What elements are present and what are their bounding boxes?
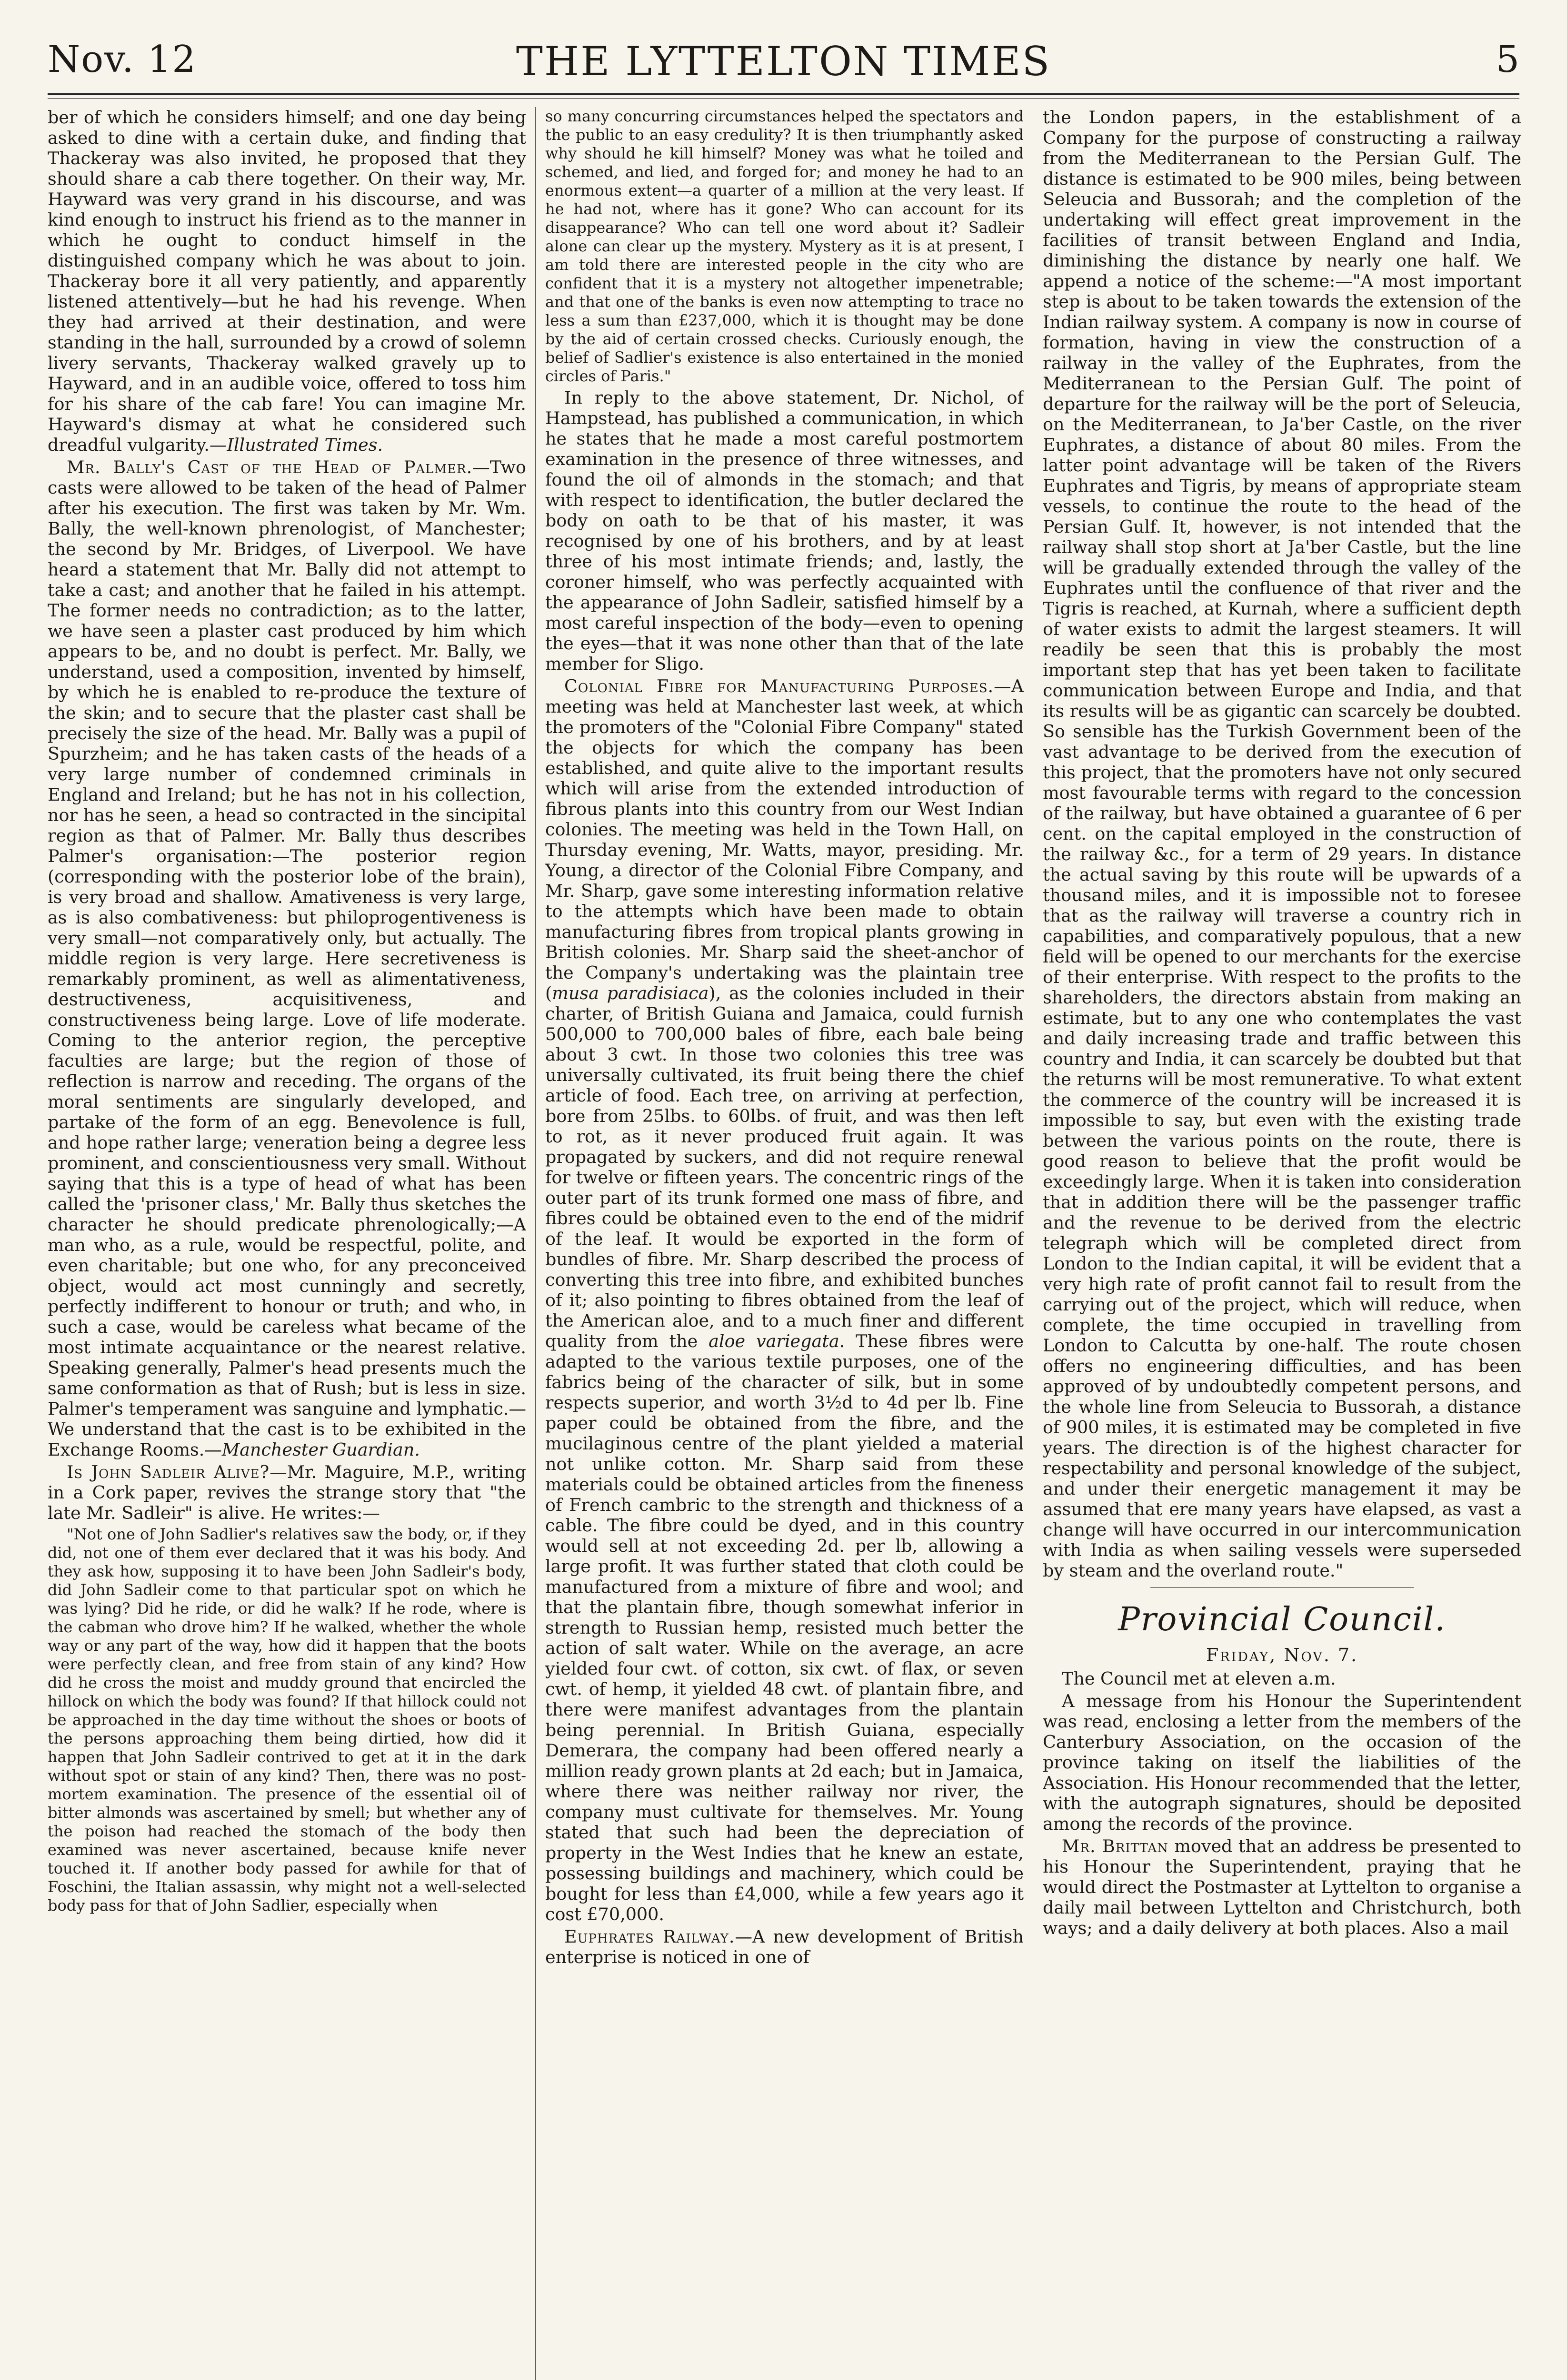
section-title: Provincial Council. (1118, 1601, 1446, 1638)
article-paragraph (545, 676, 1024, 1924)
newspaper-title: THE LYTTELTON TIMES (516, 38, 1051, 85)
quoted-paragraph: "Not one of John Sadlier's relatives saw the body, or, if they did, not one of them ever declared that it was his body. And they ask how, supposing it to have been John Sadleir's body, did John Sadleir come to that particular spot on which he was lying? Did he ride, or did he walk? If he rode, where is the cabman who drove him? If he walked, whether the whole way or any part of the way, how did it happen that the boots were perfectly clean, and free from stain of any kind? How did he cross the moist and muddy ground that encircled the hillock on which the body was found? If that hillock could not be approached in the day time without the shoes or boots of the persons approaching them being dirtied, how did it happen that John Sadleir contrived to get at it in the dark without spot or stain of any kind? Then, there was no post-mortem examination. The presence of the essential oil of bitter almonds was ascertained by smell; but whether any of the poison had reached the stomach of the body then examined was never ascertained, because knife never touched it. If another body passed for awhile for that of Foschini, the Italian assassin, why might not a well-selected body pass for that of John Sadlier, especially when (48, 1525, 526, 1914)
article-paragraph: In reply to the above statement, Dr. Nichol, of Hampstead, has published a communication, in which he states that he made a most careful postmortem examination in the presence of three witnesses, and found the oil of almonds in the stomach; and that with respect to identification, the butler declared the body on oath to be that of his master, it was recognised by one of his brothers, and by at least three of his most intimate friends; and, lastly, the coroner himself, who was perfectly acquainted with the appearance of John Sadleir, satisfied himself by a most careful inspection of the body—even to opening the eyes—that it was none other than that of the late member for Sligo. (545, 387, 1024, 674)
section-date: Friday, Nov. 7. (1206, 1645, 1358, 1666)
source-credit: Illustrated Times. (227, 435, 383, 455)
article-paragraph: A message from his Honour the Superintendent was read, enclosing a letter from the members of the Canterbury Association, on the occasion of the province taking on itself the liabilities of the Association. His Honour recommended that the letter, with the autograph signatures, should be deposited among the records of the province. (1043, 1691, 1521, 1834)
paragraph-text: ber of which he considers himself; and one day being asked to dine with a certain duke, and finding that Thackeray was also invited, he proposed that they should share a cab there together. On their way, Mr. Hayward was very grand in his discourse, and was kind enough to instruct his friend as to the manner in which he ought to conduct himself in the distinguished company which he was about to join. Thackeray bore it all very patiently, and apparently listened attentively—but he had his revenge. When they had arrived at their destination, and were standing in the hall, surrounded by a crowd of solemn livery servants, Thackeray walked gravely up to Hayward, and in an audible voice, offered to toss him for his share of the cab fare! You can imagine Mr. Hayward's dismay at what he considered such dreadful vulgarity.— (48, 107, 526, 455)
article-paragraph (48, 107, 526, 455)
article-paragraph (48, 457, 526, 1460)
column-2 (545, 107, 1024, 2380)
article-heading: Mr. Bally's Cast of the Head of Palmer. (67, 457, 473, 477)
paragraph-text: ), as the colonies included in their charter, of British Guiana and Jamaica, could furnish 500,000 to 700,000 bales of fibre, each bale being about 3 cwt. In those two colonies this tree was universally cultivated, its fruit being there the chief article of food. Each tree, on arriving at perfection, bore from 25lbs. to 60lbs. of fruit, and was then left to rot, as it never produced fruit again. It was propagated by suckers, and did not require renewal for twelve or fifteen years. The concentric rings of the outer part of its trunk formed one mass of fibre, and fibres could be obtained even to the end of the midrif of the leaf. It would be exported in the form of bundles of fibre. Mr. Sharp described the process of converting this tree into fibre, and exhibited bunches of it; also pointing to fibres obtained from the leaf of the American aloe, and to a much finer and different quality from the (545, 983, 1024, 1351)
source-credit: Manchester Guardian. (221, 1439, 420, 1460)
column-divider (535, 107, 536, 2380)
article-paragraph (1043, 1836, 1521, 1938)
latin-name: musa paradisiaca (552, 983, 709, 1003)
paragraph-text: . These fibres were adapted to the various textile purposes, one of the fabrics being of the character of silk, but in some respects superior, and worth 3½d to 4d per lb. Fine paper could be obtained from the fibre, and the mucilaginous centre of the plant yielded a material not unlike cotton. Mr. Sharp said from these materials could be obtained articles from the fineness of French cambric to the strength and thickness of a cable. The fibre could be dyed, and in this country would sell at not exceeding 2d. per lb, allowing a large profit. It was further stated that cloth could be manufactured from a mixture of fibre and wool; and that the plantain fibre, though somewhat inferior in strength to Russian hemp, resisted much better the action of salt water. While on the average, an acre yielded four cwt. of cotton, six cwt. of flax, or seven cwt. of hemp, it yielded 48 cwt. of plantain fibre, and there were manifest advantages from the plantain being perennial. In British Guiana, especially Demerara, the company had been offered nearly a million ready grown plants at 2d each; but in Jamaica, where there was neither railway nor river, the company must cultivate for themselves. Mr. Young stated that such had been the depreciation of property in the West Indies that he knew an estate, possessing buildings and machinery, which could be bought for less than £4,000, while a few years ago it cost £70,000. (545, 1331, 1024, 1924)
masthead-rule-thin (48, 98, 1519, 99)
column-3 (1043, 107, 1521, 2380)
speaker-name: Mr. Brittan (1062, 1836, 1168, 1856)
article-paragraph: the London papers, in the establishment of a Company for the purpose of constructing a railway from the Mediterranean to the Persian Gulf. The distance is estimated to be 900 miles, being between Seleucia and Bussorah; and the completion of the undertaking will effect great improvement in the facilities of transit between England and India, diminishing the distance by nearly one half. We append a notice of the scheme:—"A most important step is about to be taken towards the extension of the Indian railway system. A company is now in course of formation, having in view the construction of a railway in the valley of the Euphrates, from the Mediterranean to the Persian Gulf. The point of departure for the railway will be the port of Seleucia, on the Mediterranean, to Ja'ber Castle, on the river Euphrates, a distance of about 80 miles. From the latter point advantage will be taken of the Rivers Euphrates and Tigris, by means of appropriate steam vessels, to continue the route to the head of the Persian Gulf. It, however, is not intended that the railway shall stop short at Ja'ber Castle, but the line will be gradually extended through the valley of the Euphrates until the confluence of that river and the Tigris is reached, at Kurnah, where a sufficient depth of water exists to admit the largest steamers. It will readily be seen that this is probably the most important step that has yet been taken to facilitate communication between Europe and India, and that its results will be as gigantic can scarcely be doubted. So sensible has the Turkish Government been of the vast advantage to be derived from the execution of this project, that the promoters have not only secured most favourable terms with regard to the concession of the railway, but have obtained a guarantee of 6 per cent. on the capital employed in the construction of the railway &c., for a term of 29 years. In distance the actual saving by this route will be upwards of a thousand miles, and it is impossible not to foresee that as the railway will traverse a country rich in capabilities, and comparatively populous, that a new field will be opened to our merchants for the exercise of their enterprise. With respect to the profits to the shareholders, the directors abstain from making an estimate, but to any one who contemplates the vast and daily increasing trade and traffic between this country and India, it can scarcely be doubted but that the returns will be most remunerative. To what extent the commerce of the country will be increased it is impossible to say, but even with the existing trade between the various points on the route, there is good reason to believe that the profit would be exceedingly large. When it is taken into consideration that in addition there will be the passenger traffic and the revenue to be derived from the electric telegraph which will be completed direct from London to the Indian capital, it will be evident that a very high rate of profit cannot fail to result from the carrying out of the project, which will reduce, when complete, the time occupied in travelling from London to Calcutta by one-half. The route chosen offers no engineering difficulties, and has been approved of by undoubtedly competent persons, and the whole line from Seleucia to Bussorah, a distance of 900 miles, it is estimated may be completed in five years. The direction is of the highest character for respectability and personal knowledge of the subject, and under their energetic management it may be assumed that ere many years have elapsed, as vast a change will have occurred in our intercommunication with India as when sailing vessels were superseded by steam and the overland route." (1043, 107, 1521, 1581)
quoted-paragraph: so many concurring circumstances helped the spectators and the public to an easy credulity? It is then triumphantly asked why should he kill himself? Money was what he toiled and schemed, and lied, and forged for; and money he had to an enormous extent—a quarter of a million at the very least. If he had not, where has it gone? Who can account for its disappearance? Who can tell one word about it? Sadleir alone can clear up the mystery. Mystery as it is at present, I am told there are interested people in the city who are confident that it is a mystery not altogether impenetrable; and that one of the banks is even now attempting to trace no less a sum than £237,000, which it is thought may be done by the aid of certain crossed checks. Curiously enough, the belief of Sadlier's existence is also entertained in the monied circles of Paris." (545, 107, 1024, 385)
page-number: 5 (1496, 38, 1519, 81)
masthead-rule (48, 93, 1519, 95)
masthead (48, 38, 1519, 90)
issue-date: Nov. 12 (48, 38, 197, 81)
section-divider (1150, 1587, 1414, 1588)
latin-name: aloe variegata (709, 1331, 839, 1351)
article-paragraph: The Council met at eleven a.m. (1062, 1668, 1336, 1689)
column-1 (48, 107, 526, 2380)
paragraph-text: —Mr. Maguire, M.P., writing in a Cork paper, revives the strange story that "the late Mr. Sadleir" is alive. He writes:— (48, 1462, 526, 1523)
paragraph-text: moved that an address be presented to his Honour the Superintendent, praying that he would direct the Postmaster at Lyttelton to organise a daily mail between Lyttelton and Christchurch, both ways; and a daily delivery at both places. Also a mail (1043, 1836, 1521, 1938)
paragraph-text: —Two casts were allowed to be taken of the head of Palmer after his execution. The first was taken by Mr. Wm. Bally, the well-known phrenologist, of Manchester; the second by Mr. Bridges, of Liverpool. We have heard a statement that Mr. Bally did not attempt to take a cast; and another that he failed in his attempt. The former needs no contradiction; as to the latter, we have seen a plaster cast produced by him which appears to be, and no doubt is perfect. Mr. Bally, we understand, used a composition, invented by himself, by which he is enabled to re-produce the texture of the skin; and to secure that the plaster cast shall be precisely the size of the head. Mr. Bally was a pupil of Spurzheim; and he has taken casts of the heads of a very large number of condemned criminals in England and Ireland; but he has not in his collection, nor has he seen, a head so contracted in the sincipital region as that of Palmer. Mr. Bally thus describes Palmer's organisation:—The posterior region (corresponding with the posterior lobe of the brain), is very broad and shallow. Amativeness is very large, as is also combativeness: but philoprogentiveness is very small—not comparatively only, but actually. The middle region is very large. Here secretiveness is remarkably prominent, as well as alimentativeness, destructiveness, acquisitiveness, and constructiveness being large. Love of life moderate. Coming to the anterior region, the perceptive faculties are large; but the region of those of reflection is narrow and receding. The organs of the moral sentiments are singularly developed, and partake of the form of an egg. Benevolence is full, and hope rather large; veneration being a degree less prominent, and conscientiousness very small. Without saying that this is a type of head of what has been called the 'prisoner class,' Mr. Bally thus sketches the character he should predicate phrenologically;—A man who, as a rule, would be respectful, polite, and even charitable; but one who, for any preconceived object, would act most cunningly and secretly, perfectly indifferent to honour or truth; and who, in such a case, would be careless what became of the most intimate acquaintance or the nearest relative. Speaking generally, Palmer's head presents much the same conformation as that of Rush; but is less in size. Palmer's temperament was sanguine and lymphatic.—We understand that the cast is to be exhibited in the Exchange Rooms.— (48, 457, 526, 1460)
paragraph-text: —A new development of British enterprise is noticed in one of (545, 1926, 1024, 1967)
article-paragraph (48, 1462, 526, 1523)
article-heading: Is John Sadleir Alive? (67, 1462, 270, 1482)
article-heading: Colonial Fibre for Manufacturing Purposes. (564, 676, 994, 696)
article-heading: Euphrates Railway. (564, 1926, 735, 1947)
paragraph-text: —A meeting was held at Manchester last week, at which the promoters of the "Colonial Fibre Company" stated the objects for which the company has been established, and quite alive to the important results which will arise from the extended introduction of fibrous plants into this country from our West Indian colonies. The meeting was held in the Town Hall, on Thursday evening, Mr. Watts, mayor, presiding. Mr. Young, a director of the Colonial Fibre Company, and Mr. Sharp, gave some interesting information relative to the attempts which have been made to obtain manufacturing fibres from tropical plants growing in British colonies. Mr. Sharp said the sheet-anchor of the Company's undertaking was the plaintain tree ( (545, 676, 1024, 1003)
article-paragraph (545, 1926, 1024, 1967)
